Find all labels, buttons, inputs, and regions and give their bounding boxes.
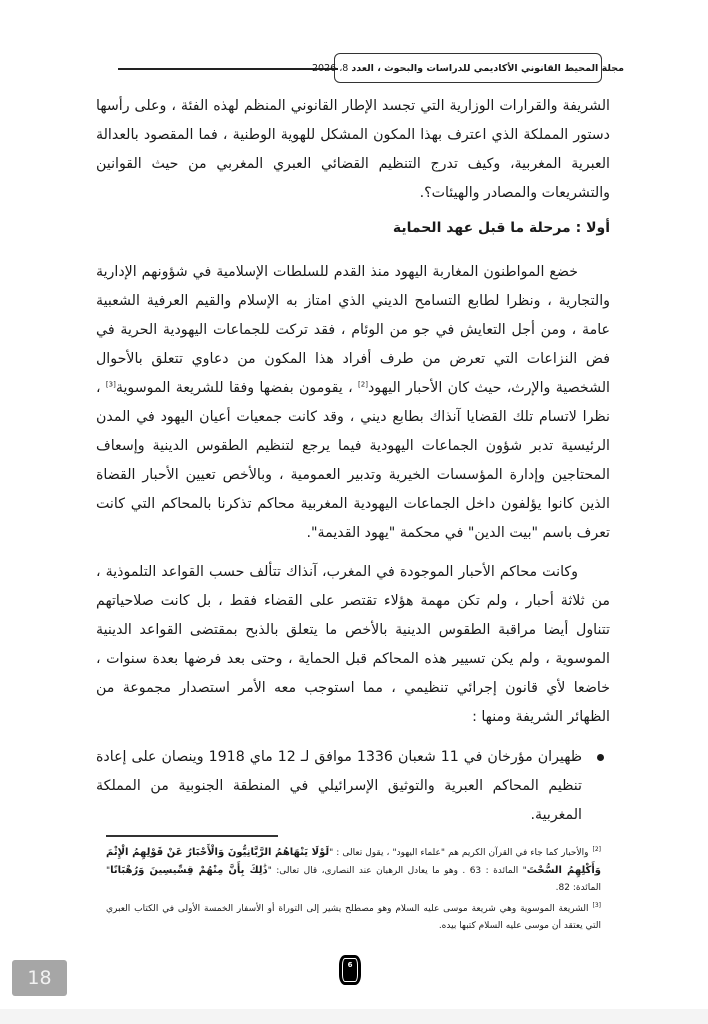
paragraph-2: وكانت محاكم الأحبار الموجودة في المغرب، آنذاك تتألف حسب القواعد التلموذية ، من ثلاثة أحبار ، ولم تكن مهمة هؤلاء تقتصر على القضاء فقط ، بل كانت صلاحياتهم تتناول أيضا مراقبة الطقوس الدينية بالأخص ما يتعلق بالذبح بمقتضى القواعد الدينية الموسوية ، ولم يكن تسيير هذه المحاكم قبل الحماية ، وحتى بعد فرضها بعدة سنوات ، خاضعا لأي قانون إجرائي تنظيمي ، مما استوجب معه الأمر استصدار مجموعة من الظهائر الشريفة ومنها : [96, 564, 610, 725]
footnote-3 [106, 897, 601, 935]
quran-verse: ذَٰلِكَ بِأَنَّ مِنْهُمْ قِسِّيسِينَ وَرُهْبَانًا [110, 865, 268, 876]
footnote-2 [106, 841, 601, 897]
paragraph-2-block [96, 558, 610, 732]
paragraph-1-block [96, 258, 610, 548]
footnote-number: [2] [592, 846, 601, 853]
section-heading: أولا : مرحلة ما قبل عهد الحماية [392, 220, 610, 236]
footnote-2-text-a: والأحبار كما جاء في القرآن الكريم هم "علماء اليهود" ، يقول تعالى : " [329, 848, 589, 858]
quran-verse: لَوْلَا يَنْهَاهُمُ الرَّبَّانِيُّونَ وَالْأَحْبَارُ عَنْ قَوْلِهِمُ الْإِثْمَ وَأَكْلِهِمُ السُّحْتَ [106, 847, 601, 876]
footnote-2-text-b: " المائدة : 63 . وهو ما يعادل الرهبان عند النصارى، قال تعالى: " [267, 866, 527, 876]
issue-info: 8، 2026 [312, 62, 349, 74]
viewer-bottom-strip [0, 1009, 708, 1024]
footnote-3-text: الشريعة الموسوية وهي شريعة موسى عليه السلام وهو مصطلح يشير إلى التوراة أو الأسفار الخمسة الأولى في الكتاب العبري التي يعتقد أن موسى عليه السلام كتبها بيده. [106, 904, 601, 931]
footnote-number: [3] [592, 902, 601, 909]
footnotes [106, 841, 601, 935]
list-item [96, 743, 610, 830]
paragraph-1 [96, 258, 610, 548]
footnote-ref-2[interactable]: [2] [358, 380, 368, 389]
paragraph-1-part-a: خضع المواطنون المغاربة اليهود منذ القدم للسلطات الإسلامية في شؤونهم الإدارية والتجارية ، ونظرا لطابع التسامح الديني الذي امتاز به الإسلام والقيم العرفية الشعبية عامة ، ومن أجل التعايش في جو من الوئام ، فقد تركت للجماعات اليهودية الحرية في فض النزاعات التي تعرض من طرف أفراد هذا المكون من دعاوي تتعلق بالأحوال الشخصية والإرث، حيث كان الأحبار اليهود [96, 264, 610, 396]
paragraph-1-part-b: ، يقومون بفضها وفقا للشريعة الموسوية [115, 380, 359, 396]
footnote-2-text-c: " المائدة: 82. [106, 866, 601, 893]
list-item-text: ظهيران مؤرخان في 11 شعبان 1336 موافق لـ 12 ماي 1918 وينصان على إعادة تنظيم المحاكم العبرية والتوثيق الإسرائيلي في المنطقة الجنوبية من المملكة المغربية. [96, 749, 583, 823]
journal-header [312, 53, 624, 83]
bullet-icon [597, 754, 604, 761]
journal-title: مجلة المحيط القانوني الأكاديمي للدراسات والبحوث ، العدد [351, 62, 624, 74]
footnote-ref-3[interactable]: [3] [105, 380, 116, 389]
header-rule [118, 68, 338, 70]
viewer-page-indicator[interactable]: 18 [12, 960, 67, 996]
page-number: 6 [339, 955, 361, 985]
decrees-list [96, 743, 610, 830]
intro-paragraph: الشريفة والقرارات الوزارية التي تجسد الإطار القانوني المنظم لهذه الفئة ، وعلى رأسها دستور المملكة الذي اعترف بهذا المكون المشكل للهوية الوطنية ، فما المقصود بالعدالة العبرية المغربية، وكيف تدرج التنظيم القضائي العبري المغربي من حيث القوانين والتشريعات والمصادر والهيئات؟. [96, 98, 610, 201]
paragraph-1-part-c: ، نظرا لاتسام تلك القضايا آنذاك بطابع ديني ، وقد كانت جمعيات أعيان اليهود في المدن الرئيسية تدبر شؤون الجماعات اليهودية فيما يرجع لتنظيم الطقوس الدينية وإسعاف المحتاجين وإدارة المؤسسات الخيرية وتدبير العمومية ، وبالأخص تعيين الأحبار القضاة الذين كانوا يؤلفون داخل الجماعات اليهودية المغربية محاكم تذكرنا بالمحاكم التي كانت تعرف باسم "بيت الدين" في محكمة "يهود القديمة". [96, 380, 610, 541]
intro-paragraph-block [96, 92, 610, 208]
footnote-separator [106, 835, 278, 837]
